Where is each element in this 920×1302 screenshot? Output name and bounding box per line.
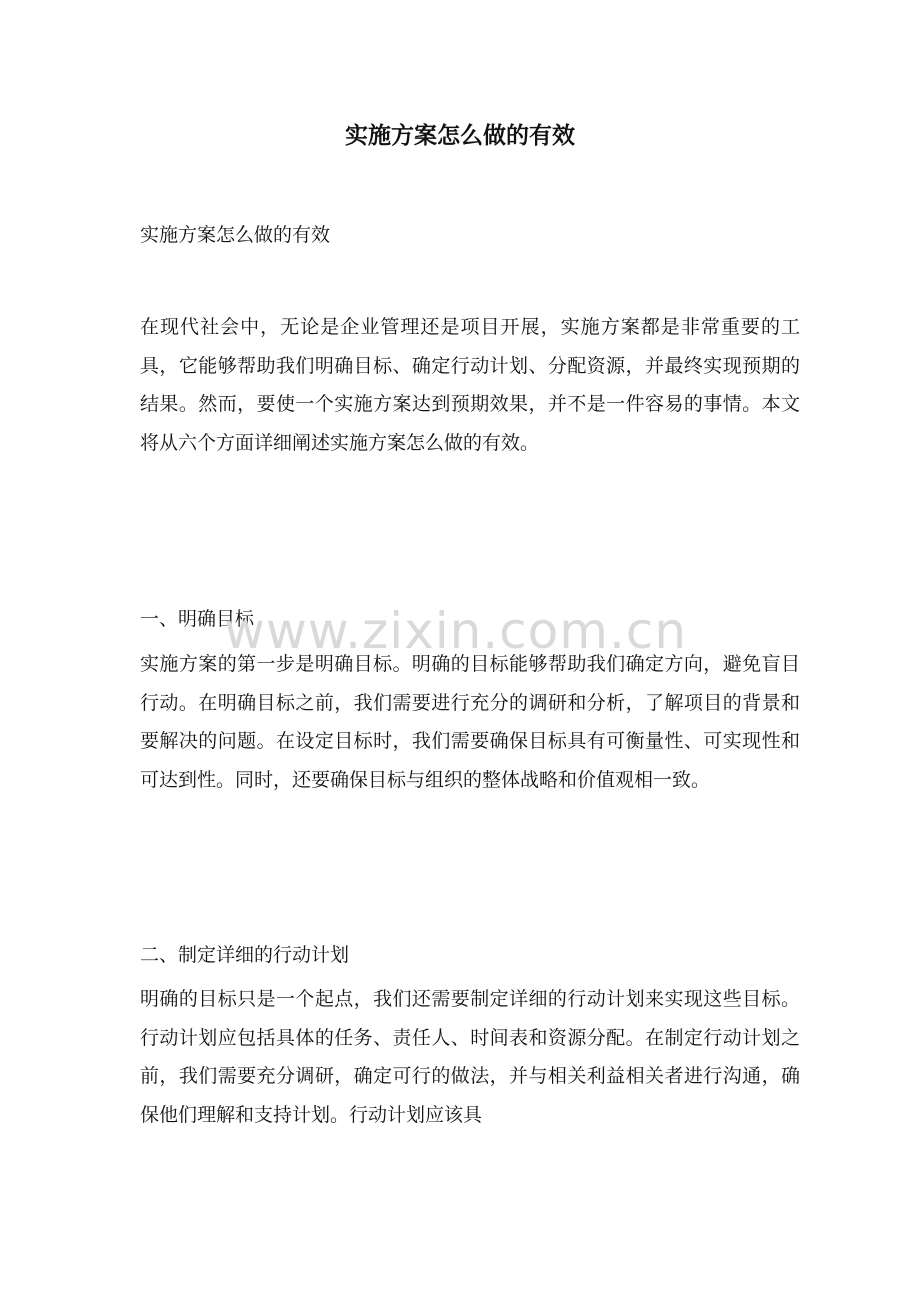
section-heading-action-plan: 二、制定详细的行动计划 [140, 944, 350, 966]
section-body-action-plan: 明确的目标只是一个起点，我们还需要制定详细的行动计划来实现这些目标。行动计划应包括具体的任务、责任人、时间表和资源分配。在制定行动计划之前，我们需要充分调研，确定可行的做法，并与相关利益相关者进行沟通，确保他们理解和支持计划。行动计划应该具 [140, 988, 800, 1126]
section-heading-goals: 一、明确目标 [140, 608, 255, 630]
document-title: 实施方案怎么做的有效 [345, 122, 575, 149]
intro-paragraph: 在现代社会中，无论是企业管理还是项目开展，实施方案都是非常重要的工具，它能够帮助我们明确目标、确定行动计划、分配资源，并最终实现预期的结果。然而，要使一个实施方案达到预期效果，并不是一件容易的事情。本文将从六个方面详细阐述实施方案怎么做的有效。 [140, 316, 800, 454]
site-watermark: www.zixin.com.cn [224, 602, 688, 660]
document-subtitle: 实施方案怎么做的有效 [140, 224, 331, 246]
section-body-goals: 实施方案的第一步是明确目标。明确的目标能够帮助我们确定方向，避免盲目行动。在明确目标之前，我们需要进行充分的调研和分析，了解项目的背景和要解决的问题。在设定目标时，我们需要确保目标具有可衡量性、可实现性和可达到性。同时，还要确保目标与组织的整体战略和价值观相一致。 [140, 653, 800, 791]
